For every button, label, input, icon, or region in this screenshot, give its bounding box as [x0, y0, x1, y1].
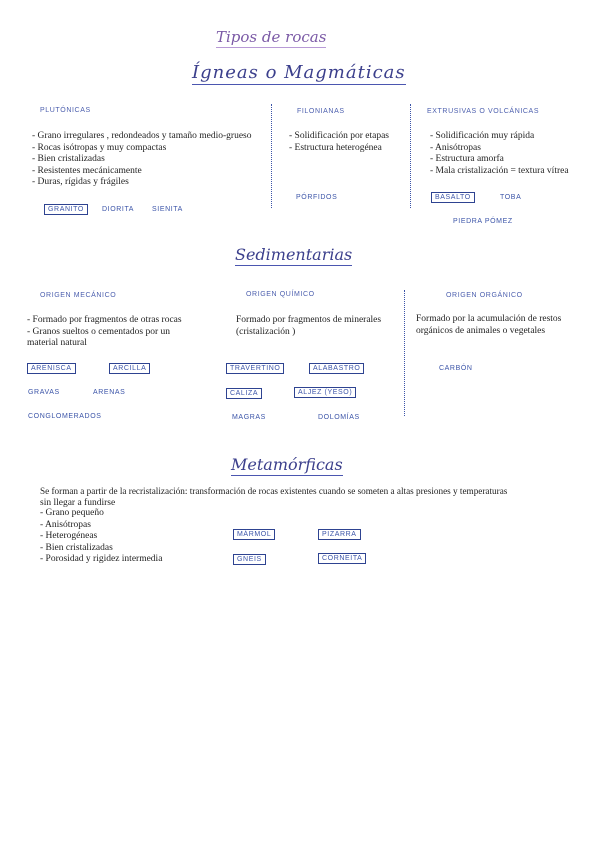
- plutonicas-list: [32, 131, 251, 189]
- origen-mecanico-subtitle: ORIGEN MECÁNICO: [40, 292, 117, 299]
- igneas-title-text: Ígneas o Magmáticas: [192, 62, 406, 83]
- list-item: - Estructura amorfa: [430, 154, 504, 164]
- page-title-text: Tipos de rocas: [216, 28, 327, 46]
- plutonicas-subtitle: PLUTÓNICAS: [40, 107, 91, 114]
- text-line: Formado por la acumulación de restos: [416, 314, 562, 324]
- rock-corneita: CORNEITA: [318, 553, 366, 564]
- extrusivas-subtitle: EXTRUSIVAS O VOLCÁNICAS: [427, 108, 540, 115]
- list-item: - Anisótropas: [430, 142, 481, 153]
- rock-arcilla: ARCILLA: [109, 363, 150, 374]
- rock-toba: TOBA: [500, 194, 522, 201]
- metamorficas-list: [40, 508, 162, 566]
- origen-organico-text: [416, 314, 561, 337]
- sedimentarias-title-text: Sedimentarias: [235, 245, 353, 264]
- metamorficas-title-text: Metamórficas: [231, 455, 343, 474]
- list-item: - Grano pequeño: [40, 508, 104, 518]
- list-item: - Mala cristalización = textura vítrea: [430, 165, 569, 176]
- text-line: (cristalización ): [236, 326, 296, 337]
- text-line: sin llegar a fundirse: [40, 497, 116, 508]
- rock-travertino: TRAVERTINO: [226, 363, 284, 374]
- rock-pizarra: PIZARRA: [318, 529, 361, 540]
- extrusivas-list: [430, 131, 569, 177]
- origen-organico-subtitle: ORIGEN ORGÁNICO: [446, 292, 523, 299]
- rock-arenisca: ARENISCA: [27, 363, 76, 374]
- igneas-title: [192, 62, 406, 83]
- divider: [404, 290, 405, 416]
- rock-basalto: BASALTO: [431, 192, 475, 203]
- rock-marmol: MÁRMOL: [233, 529, 275, 540]
- rock-alabastro: ALABASTRO: [309, 363, 364, 374]
- list-item: - Duras, rígidas y frágiles: [32, 177, 129, 187]
- rock-gneis: GNEIS: [233, 554, 266, 565]
- list-item: - Solidificación por etapas: [289, 131, 389, 141]
- rock-caliza: CALIZA: [226, 388, 262, 399]
- text-line: Formado por fragmentos de minerales: [236, 315, 382, 325]
- rock-porfidos: PÓRFIDOS: [296, 194, 338, 201]
- filonianas-subtitle: FILONIANAS: [297, 108, 345, 115]
- metamorficas-intro: [40, 486, 580, 509]
- text-line: - Granos sueltos o cementados por un: [27, 326, 170, 337]
- metamorficas-title: [231, 455, 343, 474]
- text-line: material natural: [27, 338, 87, 348]
- filonianas-list: [289, 131, 389, 154]
- list-item: - Resistentes mecánicamente: [32, 165, 142, 176]
- list-item: - Porosidad y rigidez intermedia: [40, 554, 163, 564]
- rock-granito: GRANITO: [44, 204, 88, 215]
- rock-sienita: SIENITA: [152, 206, 183, 213]
- rock-carbon: CARBÓN: [439, 365, 473, 372]
- text-line: - Formado por fragmentos de otras rocas: [27, 315, 182, 325]
- text-line: Se forman a partir de la recristalización: transformación de rocas existentes cuando se someten a altas presiones y temperaturas: [40, 486, 508, 496]
- sedimentarias-title: [235, 245, 352, 264]
- rock-diorita: DIORITA: [102, 206, 135, 213]
- origen-quimico-text: [236, 315, 381, 338]
- rock-conglomerados: CONGLOMERADOS: [28, 413, 102, 420]
- list-item: - Estructura heterogénea: [289, 142, 382, 153]
- list-item: - Solidificación muy rápida: [430, 131, 535, 141]
- list-item: - Rocas isótropas y muy compactas: [32, 142, 167, 153]
- divider: [271, 104, 272, 208]
- origen-mecanico-text: [27, 315, 182, 350]
- text-line: orgánicos de animales o vegetales: [416, 325, 546, 336]
- page-title: [216, 28, 326, 46]
- rock-arenas: ARENAS: [93, 389, 126, 396]
- divider: [410, 104, 411, 208]
- rock-gravas: GRAVAS: [28, 389, 60, 396]
- list-item: - Bien cristalizadas: [40, 542, 113, 553]
- list-item: - Anisótropas: [40, 519, 91, 530]
- rock-aljez: ALJEZ (YESO): [294, 387, 356, 398]
- origen-quimico-subtitle: ORIGEN QUÍMICO: [246, 291, 315, 298]
- list-item: - Grano irregulares , redondeados y tamaño medio-grueso: [32, 131, 252, 141]
- list-item: - Bien cristalizadas: [32, 154, 105, 164]
- rock-dolomias: DOLOMÍAS: [318, 414, 360, 421]
- rock-magras: MAGRAS: [232, 414, 266, 421]
- list-item: - Heterogéneas: [40, 531, 98, 541]
- rock-piedra-pomez: PIEDRA PÓMEZ: [453, 218, 513, 225]
